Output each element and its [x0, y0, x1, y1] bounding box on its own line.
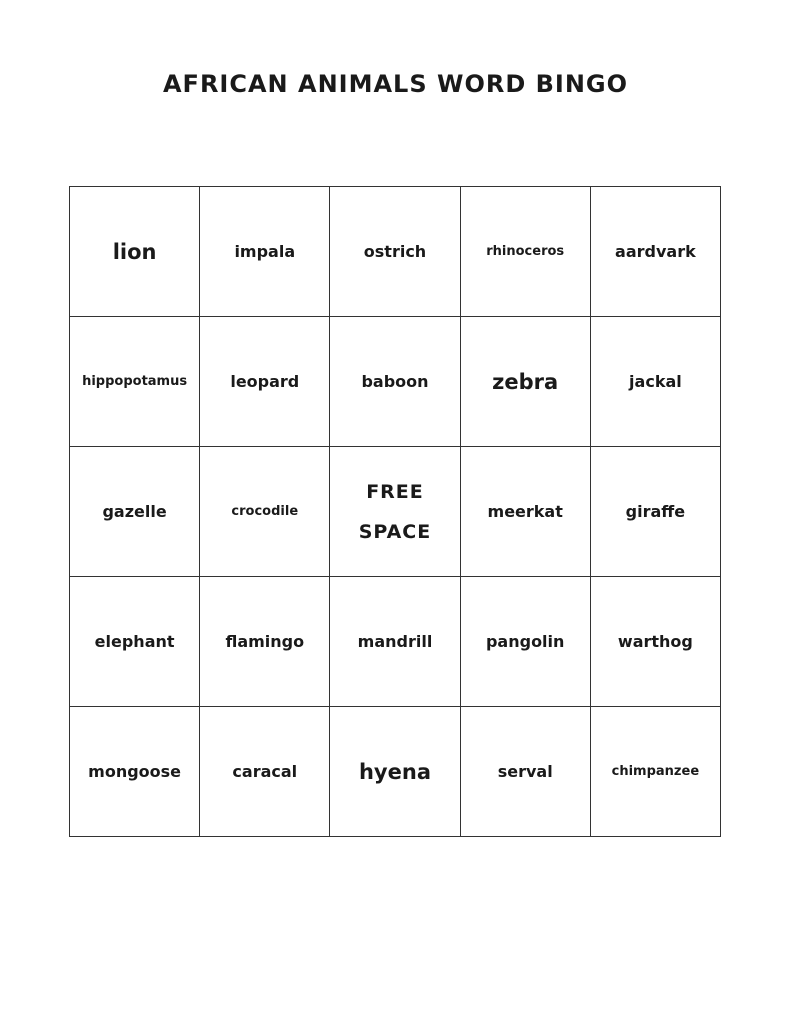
- bingo-cell: [70, 707, 200, 837]
- bingo-word: giraffe: [625, 502, 686, 521]
- bingo-cell: [200, 317, 330, 447]
- bingo-word: leopard: [230, 372, 300, 391]
- bingo-cell: [70, 577, 200, 707]
- bingo-word: ostrich: [363, 242, 427, 261]
- bingo-cell: [591, 577, 721, 707]
- bingo-word: lion: [112, 239, 157, 264]
- bingo-cell: [330, 577, 460, 707]
- bingo-word: chimpanzee: [611, 764, 700, 779]
- bingo-word: zebra: [492, 369, 559, 394]
- bingo-word: gazelle: [102, 502, 167, 521]
- bingo-cell: [461, 317, 591, 447]
- bingo-word: mandrill: [357, 632, 433, 651]
- bingo-cell: [591, 187, 721, 317]
- bingo-word: aardvark: [615, 242, 696, 261]
- page-title: AFRICAN ANIMALS WORD BINGO: [162, 70, 629, 98]
- bingo-cell: [200, 447, 330, 577]
- bingo-cell: [70, 187, 200, 317]
- bingo-word: pangolin: [485, 632, 565, 651]
- bingo-cell: [70, 447, 200, 577]
- free-space-label: FREE SPACE: [358, 480, 432, 543]
- bingo-word: jackal: [629, 372, 682, 391]
- bingo-cell: [591, 317, 721, 447]
- bingo-cell: [591, 707, 721, 837]
- bingo-word: hyena: [358, 759, 431, 784]
- bingo-word: baboon: [361, 372, 429, 391]
- bingo-cell: [200, 707, 330, 837]
- bingo-cell: [461, 577, 591, 707]
- bingo-cell: [70, 317, 200, 447]
- bingo-cell: [591, 447, 721, 577]
- bingo-cell: [330, 187, 460, 317]
- bingo-cell: [200, 187, 330, 317]
- bingo-cell: [461, 187, 591, 317]
- bingo-cell: [200, 577, 330, 707]
- bingo-word: rhinoceros: [486, 244, 565, 259]
- bingo-word: caracal: [232, 762, 298, 781]
- bingo-word: crocodile: [231, 504, 299, 519]
- bingo-cell: [461, 707, 591, 837]
- bingo-word: impala: [234, 242, 296, 261]
- bingo-word: serval: [497, 762, 553, 781]
- bingo-cell: [461, 447, 591, 577]
- bingo-word: flamingo: [225, 632, 305, 651]
- bingo-word: hippopotamus: [82, 374, 188, 389]
- bingo-cell: [330, 707, 460, 837]
- bingo-word: warthog: [617, 632, 693, 651]
- bingo-card: [69, 186, 721, 837]
- bingo-word: meerkat: [487, 502, 563, 521]
- bingo-word: elephant: [94, 632, 175, 651]
- bingo-word: mongoose: [88, 762, 182, 781]
- bingo-cell: [330, 317, 460, 447]
- free-space-cell: [330, 447, 460, 577]
